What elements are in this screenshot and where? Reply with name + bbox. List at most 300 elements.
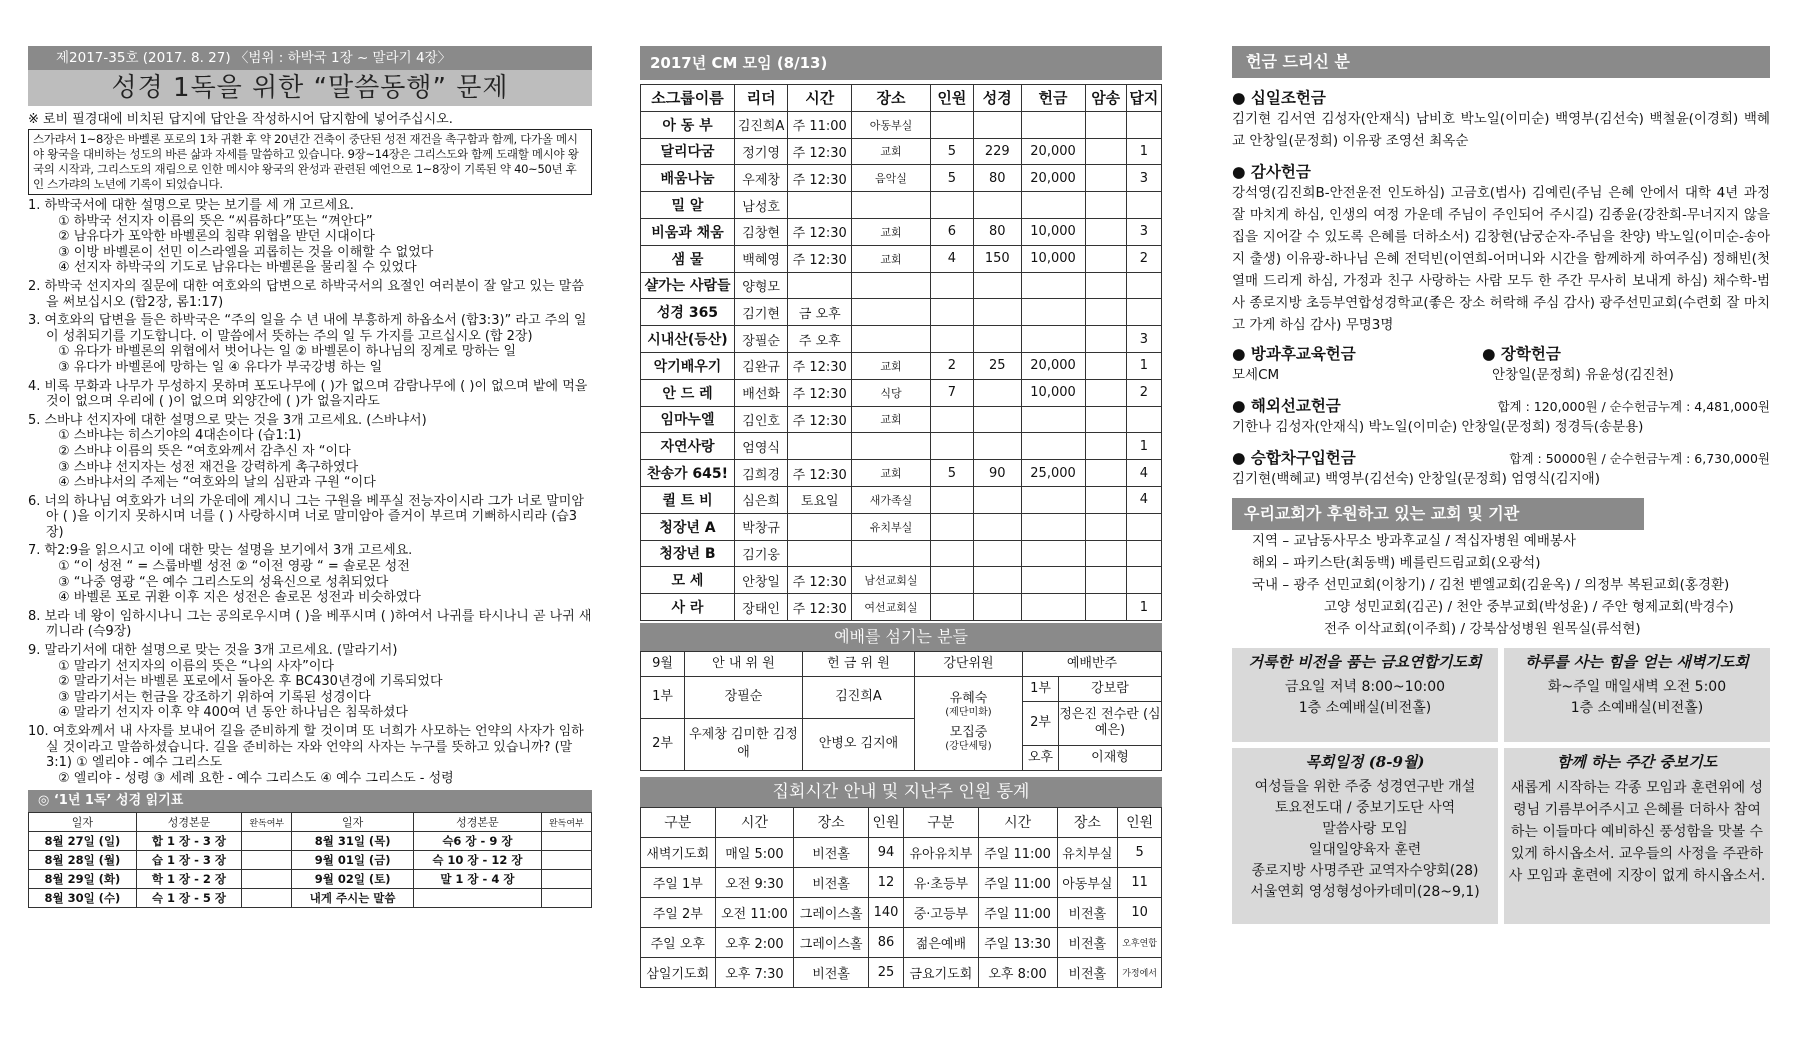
cm-cell: 김진희A bbox=[734, 111, 787, 138]
cm-header: 인원 bbox=[930, 85, 973, 112]
cm-cell: 김인호 bbox=[734, 406, 787, 433]
offerings-column bbox=[1232, 46, 1770, 924]
cm-cell bbox=[1085, 138, 1126, 165]
cm-cell bbox=[788, 192, 852, 219]
band2: 정은진 전수란 (심예은) bbox=[1059, 701, 1162, 745]
cm-cell bbox=[930, 486, 973, 513]
cm-group-name: 모 세 bbox=[641, 567, 735, 594]
cm-cell: 김창현 bbox=[734, 218, 787, 245]
meeting-cell: 주일 1부 bbox=[641, 867, 716, 897]
cm-row bbox=[641, 486, 1162, 513]
cm-cell bbox=[1021, 299, 1085, 326]
cm-cell: 3 bbox=[1126, 165, 1161, 192]
meeting-header: 장소 bbox=[1057, 807, 1118, 837]
question-option: ② 남유다가 포악한 바벨론의 침략 위협을 받던 시대이다 bbox=[58, 229, 375, 245]
question-option: ① 스바냐는 히스기야의 4대손이다 (습1:1) bbox=[58, 428, 302, 444]
mission-sum: 합계 : 120,000원 / 순수헌금누계 : 4,481,000원 bbox=[1497, 399, 1770, 414]
svc-offer-header: 헌 금 위 원 bbox=[803, 651, 915, 676]
meeting-cell: 아동부실 bbox=[1057, 867, 1118, 897]
meeting-cell: 그레이스홀 bbox=[794, 927, 869, 957]
meeting-cell: 94 bbox=[868, 837, 903, 867]
svc-row1-guide: 장필순 bbox=[685, 676, 803, 718]
schedule-line: 서울연회 영성형성아카데미(28~9,1) bbox=[1250, 884, 1480, 900]
question-text: 4. 비록 무화과 나무가 무성하지 못하며 포도나무에 ( )가 없으며 감람나무에 ( )이 없으며 밭에 먹을 것이 없으며 우리에 ( )이 없으며 외양간에 ( )가 없을지라도 bbox=[28, 378, 588, 410]
cm-cell bbox=[1085, 352, 1126, 379]
cm-group-name: 청장년 A bbox=[641, 513, 735, 540]
cm-cell: 엄영식 bbox=[734, 433, 787, 460]
question-text: 6. 너의 하나님 여호와가 너의 가운데에 계시니 그는 구원을 베푸실 전능자이시라 그가 너로 말미암아 ( )을 이기지 못하시며 너를 ( ) 사랑하시며 너로 말미암아 즐거이 부르며 기뻐하시리라 (습3장) bbox=[28, 493, 584, 540]
svc-altar-cell bbox=[915, 676, 1023, 770]
question-list bbox=[28, 198, 592, 786]
cm-header: 성경 bbox=[974, 85, 1021, 112]
cm-cell: 90 bbox=[974, 460, 1021, 487]
meeting-cell: 12 bbox=[868, 867, 903, 897]
meeting-cell: 10 bbox=[1118, 897, 1162, 927]
dawn-prayer-box bbox=[1504, 648, 1770, 742]
question-item bbox=[28, 543, 592, 605]
cm-cell bbox=[1085, 218, 1126, 245]
reading-cell: 슥 1 장 - 5 장 bbox=[136, 889, 241, 908]
cm-cell bbox=[1126, 513, 1161, 540]
meeting-cell: 오후연합 bbox=[1118, 927, 1162, 957]
question-option: ④ 스바냐서의 주제는 “여호와의 날의 심판과 구원 “이다 bbox=[58, 475, 376, 491]
cm-row bbox=[641, 245, 1162, 272]
cm-cell bbox=[1126, 540, 1161, 567]
meeting-header: 구분 bbox=[904, 807, 979, 837]
cm-cell: 주 오후 bbox=[788, 326, 852, 353]
after-school-names: 모세CM bbox=[1232, 367, 1280, 383]
svc-row2-offer: 안병오 김지애 bbox=[803, 718, 915, 770]
meeting-header: 구분 bbox=[641, 807, 716, 837]
reading-cell: 합 1 장 - 3 장 bbox=[136, 832, 241, 851]
friday-prayer-time: 금요일 저녁 8:00~10:00 bbox=[1284, 679, 1446, 695]
meeting-row bbox=[641, 867, 1162, 897]
cm-cell: 여선교회실 bbox=[852, 594, 930, 621]
cm-row bbox=[641, 379, 1162, 406]
support-line: 해외 – 파키스탄(최동백) 베를린드림교회(오광석) bbox=[1252, 555, 1541, 571]
question-option: ② 엘리야 - 성령 ③ 세례 요한 - 예수 그리스도 ④ 예수 그리스도 - 성령 bbox=[58, 770, 454, 786]
band1-label: 1부 bbox=[1023, 676, 1059, 701]
meeting-cell: 비전홀 bbox=[794, 867, 869, 897]
cm-cell bbox=[852, 326, 930, 353]
reading-cell: 8월 28일 (월) bbox=[29, 851, 137, 870]
van-row bbox=[1232, 446, 1770, 468]
question-option: ④ 바벨론 포로 귀환 이후 지은 성전은 솔로몬 성전과 비슷하였다 bbox=[58, 590, 421, 606]
meeting-cell: 비전홀 bbox=[1057, 957, 1118, 987]
cm-cell: 주 12:30 bbox=[788, 460, 852, 487]
cm-cell: 주 12:30 bbox=[788, 406, 852, 433]
cm-cell: 교회 bbox=[852, 138, 930, 165]
reading-cell: 9월 02일 (토) bbox=[292, 870, 414, 889]
question-option: ① 유다가 바벨론의 위협에서 벗어나는 일 ② 바벨론이 하나님의 징계로 망하는 일 bbox=[58, 344, 517, 360]
cm-row bbox=[641, 567, 1162, 594]
cm-cell: 2 bbox=[1126, 245, 1161, 272]
cm-cell: 3 bbox=[1126, 218, 1161, 245]
question-option: ② 스바냐 이름의 뜻은 “여호와께서 감추신 자 “이다 bbox=[58, 443, 351, 459]
cm-cell: 안창일 bbox=[734, 567, 787, 594]
meeting-cell: 유아유치부 bbox=[904, 837, 979, 867]
question-text: 5. 스바냐 선지자에 대한 설명으로 맞는 것을 3개 고르세요. (스바냐서) bbox=[28, 412, 427, 428]
cm-cell bbox=[788, 540, 852, 567]
cm-cell bbox=[974, 192, 1021, 219]
cm-cell bbox=[974, 540, 1021, 567]
reading-cell: 슥6 장 - 9 장 bbox=[413, 832, 541, 851]
svc-row2-label: 2부 bbox=[641, 718, 685, 770]
question-option: ② 말라기서는 바벨론 포로에서 돌아온 후 BC430년경에 기록되었다 bbox=[58, 674, 443, 690]
cm-cell bbox=[1021, 326, 1085, 353]
svc-row1-label: 1부 bbox=[641, 676, 685, 718]
cm-cell: 6 bbox=[930, 218, 973, 245]
reading-cell bbox=[541, 851, 591, 870]
cm-title: 2017년 CM 모임 (8/13) bbox=[640, 46, 1162, 80]
reading-row bbox=[29, 889, 592, 908]
cm-cell bbox=[930, 594, 973, 621]
service-table bbox=[640, 651, 1162, 771]
cm-cell: 김기웅 bbox=[734, 540, 787, 567]
cm-cell: 양형모 bbox=[734, 272, 787, 299]
reading-cell: 슥 10 장 - 12 장 bbox=[413, 851, 541, 870]
cm-cell bbox=[1021, 192, 1085, 219]
cm-cell bbox=[1085, 245, 1126, 272]
cm-cell: 새가족실 bbox=[852, 486, 930, 513]
cm-cell bbox=[1021, 486, 1085, 513]
cm-cell: 교회 bbox=[852, 352, 930, 379]
meeting-cell: 젊은예배 bbox=[904, 927, 979, 957]
reading-cell bbox=[242, 889, 292, 908]
cm-group-name: 찬송가 645! bbox=[641, 460, 735, 487]
reading-cell bbox=[541, 832, 591, 851]
cm-cell bbox=[1085, 513, 1126, 540]
offerings-title: 헌금 드리신 분 bbox=[1232, 46, 1770, 78]
cm-cell bbox=[1085, 192, 1126, 219]
cm-cell: 주 12:30 bbox=[788, 352, 852, 379]
cm-cell: 4 bbox=[1126, 460, 1161, 487]
altar2-sub: (강단세팅) bbox=[945, 741, 992, 753]
cm-cell: 80 bbox=[974, 218, 1021, 245]
cm-row bbox=[641, 192, 1162, 219]
cm-cell: 25 bbox=[974, 352, 1021, 379]
cm-cell: 10,000 bbox=[1021, 245, 1085, 272]
reading-cell bbox=[413, 889, 541, 908]
cm-cell bbox=[1021, 513, 1085, 540]
cm-cell: 토요일 bbox=[788, 486, 852, 513]
reading-row bbox=[29, 851, 592, 870]
cm-cell: 유치부실 bbox=[852, 513, 930, 540]
cm-cell bbox=[1021, 567, 1085, 594]
cm-cell bbox=[1085, 272, 1126, 299]
cm-row bbox=[641, 594, 1162, 621]
cm-cell bbox=[974, 272, 1021, 299]
after-school-heading: ● 방과후교육헌금 bbox=[1232, 345, 1356, 363]
reading-row bbox=[29, 870, 592, 889]
cm-cell: 남선교회실 bbox=[852, 567, 930, 594]
cm-row bbox=[641, 352, 1162, 379]
cm-table bbox=[640, 84, 1162, 621]
cm-cell bbox=[974, 433, 1021, 460]
question-text: 2. 하박국 선지자의 질문에 대한 여호와의 답변으로 하박국서의 요절인 여러분이 잘 알고 있는 말씀을 써보십시오 (합2장, 롬1:17) bbox=[28, 278, 584, 310]
cm-cell bbox=[1021, 594, 1085, 621]
support-list bbox=[1232, 530, 1770, 640]
cm-header: 시간 bbox=[788, 85, 852, 112]
cm-cell: 정기영 bbox=[734, 138, 787, 165]
cm-cell bbox=[974, 326, 1021, 353]
cm-group-name: 시내산(등산) bbox=[641, 326, 735, 353]
cm-cell: 교회 bbox=[852, 218, 930, 245]
cm-row bbox=[641, 326, 1162, 353]
cm-cell: 3 bbox=[1126, 326, 1161, 353]
van-heading: ● 승합차구입헌금 bbox=[1232, 449, 1356, 467]
tithe-heading: ● 십일조헌금 bbox=[1232, 89, 1326, 107]
dawn-prayer-heading: 하루를 사는 힘을 얻는 새벽기도회 bbox=[1525, 653, 1749, 671]
reading-cell: 습 1 장 - 3 장 bbox=[136, 851, 241, 870]
cm-cell: 주 12:30 bbox=[788, 594, 852, 621]
cm-group-name: 사 라 bbox=[641, 594, 735, 621]
cm-cell bbox=[930, 299, 973, 326]
altar1-sub: (제단미화) bbox=[945, 707, 992, 719]
svc-row2-guide: 우제창 김미한 김정애 bbox=[685, 718, 803, 770]
cm-cell bbox=[974, 486, 1021, 513]
svc-month: 9월 bbox=[641, 651, 685, 676]
question-text: 10. 여호와께서 내 사자를 보내어 길을 준비하게 할 것이며 또 너희가 사모하는 언약의 사자가 임하실 것이라고 말씀하셨습니다. 길을 준비하는 자와 언약의 사자는 누구를 뜻하고 있습니까? (말3:1) ① 엘리야 - 예수 그리스도 bbox=[28, 724, 584, 771]
cm-cell: 2 bbox=[1126, 379, 1161, 406]
cm-cell bbox=[1085, 594, 1126, 621]
cm-cell bbox=[974, 111, 1021, 138]
cm-group-name: 성경 365 bbox=[641, 299, 735, 326]
meeting-cell: 비전홀 bbox=[1057, 897, 1118, 927]
cm-cell: 20,000 bbox=[1021, 352, 1085, 379]
reading-cell bbox=[541, 889, 591, 908]
cm-cell bbox=[974, 513, 1021, 540]
cm-cell bbox=[930, 406, 973, 433]
quiz-title: 성경 1독을 위한 “말씀동행” 문제 bbox=[28, 70, 592, 106]
cm-cell: 박창규 bbox=[734, 513, 787, 540]
cm-cell bbox=[974, 594, 1021, 621]
meeting-cell: 그레이스홀 bbox=[794, 897, 869, 927]
cm-cell: 배선화 bbox=[734, 379, 787, 406]
question-item bbox=[28, 494, 592, 541]
cm-row bbox=[641, 299, 1162, 326]
question-item bbox=[28, 198, 592, 276]
cm-cell bbox=[1126, 406, 1161, 433]
cm-cell: 주 12:30 bbox=[788, 567, 852, 594]
reading-header: 완독여부 bbox=[242, 813, 292, 832]
reading-header: 성경본문 bbox=[413, 813, 541, 832]
meeting-cell: 삼일기도회 bbox=[641, 957, 716, 987]
cm-cell: 백혜영 bbox=[734, 245, 787, 272]
mission-heading: ● 해외선교헌금 bbox=[1232, 397, 1341, 415]
cm-cell: 150 bbox=[974, 245, 1021, 272]
meeting-cell: 86 bbox=[868, 927, 903, 957]
cm-cell: 교회 bbox=[852, 406, 930, 433]
cm-cell bbox=[974, 299, 1021, 326]
answer-note: ※ 로비 필경대에 비치된 답지에 답안을 작성하시어 답지함에 넣어주십시오. bbox=[28, 112, 453, 127]
reading-header: 성경본문 bbox=[136, 813, 241, 832]
schedule-line: 일대일양육자 훈련 bbox=[1308, 842, 1422, 858]
cm-cell bbox=[930, 540, 973, 567]
cm-row bbox=[641, 540, 1162, 567]
cm-cell: 우제창 bbox=[734, 165, 787, 192]
cm-cell: 식당 bbox=[852, 379, 930, 406]
cm-cell: 20,000 bbox=[1021, 165, 1085, 192]
cm-cell bbox=[1021, 540, 1085, 567]
cm-cell bbox=[788, 272, 852, 299]
cm-cell bbox=[930, 513, 973, 540]
cm-cell bbox=[1085, 379, 1126, 406]
meeting-cell: 중·고등부 bbox=[904, 897, 979, 927]
question-item bbox=[28, 313, 592, 375]
cm-group-name: 아 동 부 bbox=[641, 111, 735, 138]
cm-cell: 5 bbox=[930, 138, 973, 165]
cm-header: 장소 bbox=[852, 85, 930, 112]
cm-cell: 김완규 bbox=[734, 352, 787, 379]
reading-row bbox=[29, 832, 592, 851]
bible-quiz-column bbox=[28, 46, 592, 908]
support-line: 전주 이삭교회(이주희) / 강북삼성병원 원목실(류석현) bbox=[1324, 621, 1641, 637]
schedule-line: 말씀사랑 모임 bbox=[1322, 821, 1408, 837]
question-item bbox=[28, 379, 592, 410]
cm-cell bbox=[852, 540, 930, 567]
cm-cell: 주 12:30 bbox=[788, 218, 852, 245]
weekly-intercession-text: 새롭게 시작하는 각종 모임과 훈련위에 성령님 기름부어주시고 은혜를 더하사 참여하는 이들마다 예비하신 풍성함을 맛볼 수 있게 하시옵소서. 교우들의 사정을 주관하사 모임과 훈련에 지장이 없게 하시옵소서. bbox=[1508, 780, 1766, 884]
scholarship-names: 안창일(문정희) 유윤성(김진천) bbox=[1492, 367, 1674, 383]
meeting-cell: 140 bbox=[868, 897, 903, 927]
meeting-header: 시간 bbox=[715, 807, 794, 837]
cm-row bbox=[641, 165, 1162, 192]
cm-cell bbox=[1085, 486, 1126, 513]
cm-cell: 장필순 bbox=[734, 326, 787, 353]
schedule-line: 여성들을 위한 주중 성경연구반 개설 bbox=[1254, 779, 1476, 795]
question-text: 8. 보라 네 왕이 임하시나니 그는 공의로우시며 ( )을 베푸시며 ( )하여서 나귀를 타시나니 곧 나귀 새끼니라 (슥9장) bbox=[28, 608, 592, 640]
meeting-cell: 비전홀 bbox=[794, 837, 869, 867]
reading-plan-table bbox=[28, 812, 592, 908]
question-option: ① 말라기 선지자의 이름의 뜻은 “나의 사자”이다 bbox=[58, 658, 334, 674]
cm-cell: 주 12:30 bbox=[788, 138, 852, 165]
question-option: ③ 스바냐 선지자는 성전 재건을 강력하게 촉구하였다 bbox=[58, 459, 359, 475]
cm-group-name: 퀼 트 비 bbox=[641, 486, 735, 513]
reading-cell bbox=[242, 851, 292, 870]
weekly-intercession-box bbox=[1504, 748, 1770, 924]
cm-cell: 남성호 bbox=[734, 192, 787, 219]
cm-cell: 25,000 bbox=[1021, 460, 1085, 487]
meeting-cell: 유·초등부 bbox=[904, 867, 979, 897]
cm-cell bbox=[1021, 111, 1085, 138]
question-option: ③ 유다가 바벨론에 망하는 일 ④ 유다가 부국강병 하는 일 bbox=[58, 359, 383, 375]
cm-cell bbox=[974, 567, 1021, 594]
cm-group-name: 달리다굼 bbox=[641, 138, 735, 165]
reading-plan-title: ◎ ‘1년 1독’ 성경 읽기표 bbox=[28, 790, 592, 812]
meeting-cell: 오후 7:30 bbox=[715, 957, 794, 987]
cm-cell: 김희경 bbox=[734, 460, 787, 487]
meeting-times-title: 집회시간 안내 및 지난주 인원 통계 bbox=[640, 777, 1162, 807]
tithe-names: 김기현 김서연 김성자(안재식) 남비호 박노일(이미순) 백영부(김선숙) 백철윤(이경희) 백혜교 안창일(문정희) 이유광 조영선 최옥순 bbox=[1232, 111, 1770, 149]
meeting-header: 인원 bbox=[1118, 807, 1162, 837]
cm-cell bbox=[1085, 460, 1126, 487]
reading-header: 일자 bbox=[292, 813, 414, 832]
intro-box: 스가랴서 1~8장은 바벨론 포로의 1차 귀환 후 약 20년간 건축이 중단된 성전 재건을 촉구함과 함께, 다가올 메시야 왕국을 대비하는 성도의 바른 삶과 자세를 말씀하고 있습니다. 9장~14장은 그리스도와 함께 도래할 메시야 왕국의 시작과, 그리스도의 재림으로 인한 메시야 왕국의 완성과 관련된 예언으로 1~8장이 기록된 약 40~50년 후인 스가랴의 노년에 기록이 되었습니다. bbox=[28, 129, 592, 195]
cm-group-name: 밀 알 bbox=[641, 192, 735, 219]
cm-cell: 음악실 bbox=[852, 165, 930, 192]
meeting-cell: 오전 9:30 bbox=[715, 867, 794, 897]
cm-cell: 80 bbox=[974, 165, 1021, 192]
cm-cell bbox=[1126, 567, 1161, 594]
cm-cell bbox=[1085, 406, 1126, 433]
meeting-header: 인원 bbox=[868, 807, 903, 837]
reading-cell: 학 1 장 - 2 장 bbox=[136, 870, 241, 889]
cm-cell bbox=[1021, 433, 1085, 460]
cm-row bbox=[641, 111, 1162, 138]
service-title: 예배를 섬기는 분들 bbox=[640, 623, 1162, 651]
reading-header: 완독여부 bbox=[541, 813, 591, 832]
cm-group-name: 악기배우기 bbox=[641, 352, 735, 379]
meeting-cell: 주일 11:00 bbox=[978, 897, 1057, 927]
cm-cell bbox=[852, 433, 930, 460]
band2-label: 2부 bbox=[1023, 701, 1059, 745]
question-item bbox=[28, 279, 592, 310]
cm-cell bbox=[1085, 433, 1126, 460]
cm-cell bbox=[930, 326, 973, 353]
cm-header: 소그룹이름 bbox=[641, 85, 735, 112]
cm-group-name: 샘 물 bbox=[641, 245, 735, 272]
cm-cell: 10,000 bbox=[1021, 379, 1085, 406]
reading-cell: 말 1 장 - 4 장 bbox=[413, 870, 541, 889]
question-item bbox=[28, 413, 592, 491]
cm-cell: 심은희 bbox=[734, 486, 787, 513]
svc-band-header: 예배반주 bbox=[1023, 651, 1162, 676]
cm-group-name: 비움과 채움 bbox=[641, 218, 735, 245]
question-text: 9. 말라기서에 대한 설명으로 맞는 것을 3개 고르세요. (말라기서) bbox=[28, 643, 398, 659]
cm-row bbox=[641, 433, 1162, 460]
issue-header: 제2017-35호 (2017. 8. 27) 〈범위 : 하박국 1장 ~ 말라기 4장〉 bbox=[28, 46, 592, 70]
cm-cell: 김기현 bbox=[734, 299, 787, 326]
cm-cell bbox=[1085, 165, 1126, 192]
band1: 강보람 bbox=[1059, 676, 1162, 701]
band3: 이재형 bbox=[1059, 745, 1162, 770]
cm-group-name: 자연사랑 bbox=[641, 433, 735, 460]
reading-cell bbox=[242, 832, 292, 851]
cm-cell bbox=[1085, 299, 1126, 326]
cm-cell bbox=[930, 433, 973, 460]
cm-cell bbox=[1126, 192, 1161, 219]
cm-cell: 7 bbox=[930, 379, 973, 406]
cm-row bbox=[641, 513, 1162, 540]
van-names: 김기현(백혜교) 백영부(김선숙) 안창일(문정희) 엄영식(김지애) bbox=[1232, 471, 1600, 487]
cm-header: 암송 bbox=[1085, 85, 1126, 112]
cm-cell bbox=[788, 433, 852, 460]
cm-cell: 1 bbox=[1126, 138, 1161, 165]
svc-row1-offer: 김진희A bbox=[803, 676, 915, 718]
cm-cell: 1 bbox=[1126, 594, 1161, 621]
question-option: ④ 말라기 선지자 이후 약 400여 년 동안 하나님은 침묵하셨다 bbox=[58, 705, 408, 721]
meetings-column bbox=[640, 46, 1162, 988]
cm-row bbox=[641, 406, 1162, 433]
meeting-cell: 주일 11:00 bbox=[978, 837, 1057, 867]
question-item bbox=[28, 643, 592, 721]
meeting-cell: 새벽기도회 bbox=[641, 837, 716, 867]
meeting-cell: 비전홀 bbox=[1057, 927, 1118, 957]
friday-prayer-heading: 거룩한 비전을 품는 금요연합기도회 bbox=[1248, 653, 1482, 671]
cm-cell bbox=[1021, 272, 1085, 299]
thanks-names: 강석영(김진희B-안전운전 인도하심) 고금호(범사) 김예린(주님 은혜 안에서 대학 4년 과정 잘 마치게 하심, 인생의 여정 가운데 주님이 주인되어 주시길) 김종윤(강찬희-무너지지 않을 집을 지어갈 수 있도록 은혜를 더하소서) 김창현(남궁순자-주님을 찬양) 박노일(이미순-송아지 출생) 이유광-하나님 은혜 전덕빈(이연희-어머니와 시간을 함께하게 하여주심) 정해빈(첫열매 드리게 하심, 가정과 친구 사랑하는 사람 모두 한 주간 무사히 보내게 하심) 채수학-범사 종로지방 초등부연합성경학교(좋은 장소 허락해 주심 감사) 광주선민교회(수련회 잘 마치고 가게 하심 감사) 무명3명 bbox=[1232, 185, 1770, 333]
after-scholar-row bbox=[1232, 342, 1770, 386]
cm-cell bbox=[788, 513, 852, 540]
svc-altar-header: 강단위원 bbox=[915, 651, 1023, 676]
cm-cell bbox=[974, 379, 1021, 406]
cm-cell: 5 bbox=[930, 165, 973, 192]
meeting-row bbox=[641, 957, 1162, 987]
cm-cell: 주 12:30 bbox=[788, 245, 852, 272]
altar2: 모집중 bbox=[949, 725, 988, 741]
cm-cell bbox=[930, 272, 973, 299]
